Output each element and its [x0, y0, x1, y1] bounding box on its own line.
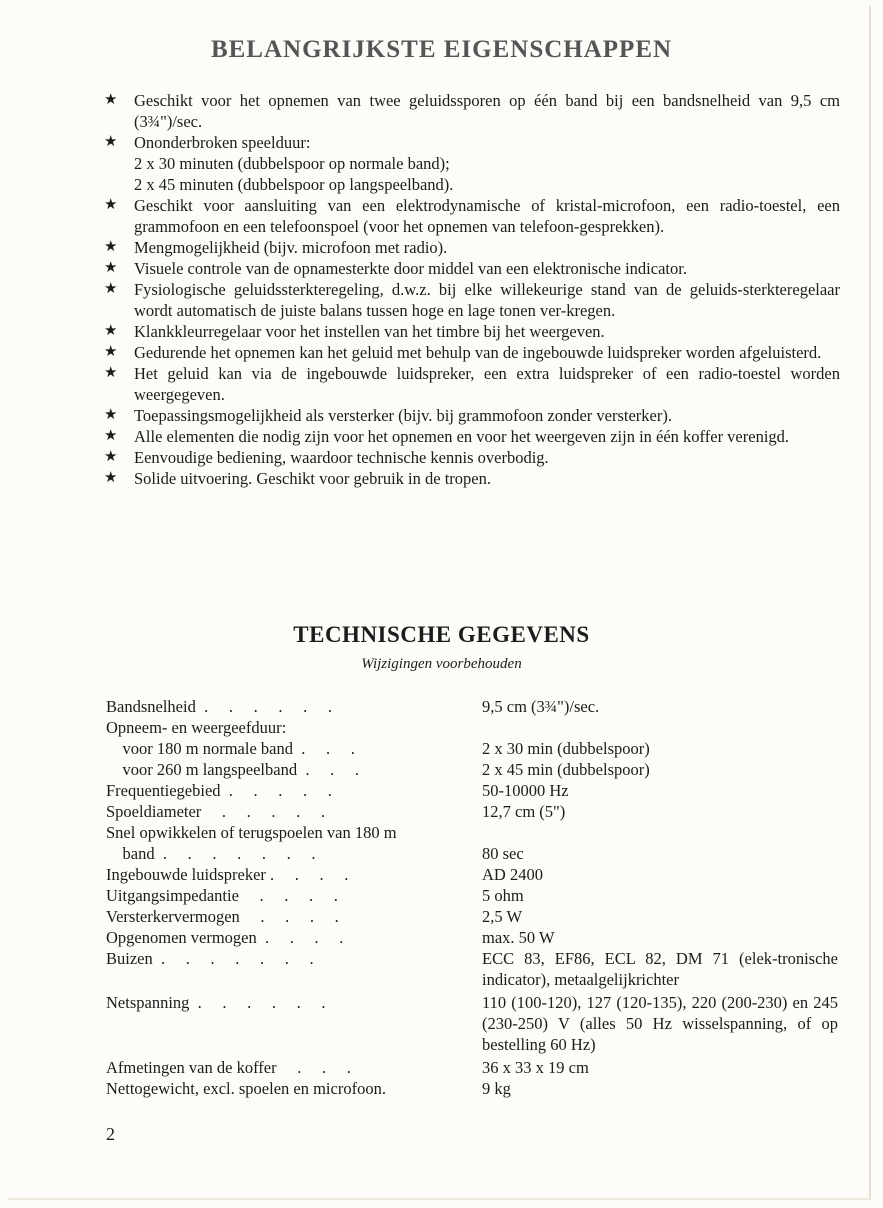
spec-value: 2 x 45 min (dubbelspoor): [482, 760, 650, 779]
feature-item: ★ Solide uitvoering. Geschikt voor gebruik in de tropen.: [104, 469, 491, 488]
star-icon: ★: [104, 260, 118, 276]
spec-row: [106, 927, 846, 948]
feature-item: ★ Visuele controle van de opnamesterkte door middel van een elektronische indicator.: [104, 259, 687, 278]
spec-value: ECC 83, EF86, ECL 82, DM 71 (elek-tronische indicator), metaalgelijkrichter: [482, 949, 838, 989]
spec-row: [106, 801, 846, 822]
feature-item: ★ Geschikt voor het opnemen van twee geluidssporen op één band bij een bandsnelheid van 9,5 cm (3¾")/sec.: [104, 91, 840, 131]
spec-row: [106, 780, 846, 801]
spec-value: [482, 717, 838, 738]
spec-label: Netspanning . . . . . .: [106, 993, 326, 1012]
tech-heading: TECHNISCHE GEGEVENS: [293, 622, 590, 647]
spec-row: [106, 885, 846, 906]
spec-label: Nettogewicht, excl. spoelen en microfoon.: [106, 1079, 386, 1098]
feature-item: ★ Eenvoudige bediening, waardoor technische kennis overbodig.: [104, 448, 549, 467]
spec-label: Versterkervermogen . . . .: [106, 907, 339, 926]
spec-value: 80 sec: [482, 844, 524, 863]
feature-list: [104, 90, 840, 489]
spec-row: [106, 738, 846, 759]
star-icon: ★: [104, 449, 118, 465]
star-icon: ★: [104, 281, 118, 297]
feature-subline: 2 x 45 minuten (dubbelspoor op langspeelband).: [134, 175, 454, 194]
star-icon: ★: [104, 344, 118, 360]
spec-value: 5 ohm: [482, 886, 524, 905]
spec-row: [106, 696, 846, 717]
spec-table: [106, 696, 846, 1099]
feature-item: ★ Het geluid kan via de ingebouwde luidspreker, een extra luidspreker of een radio-toestel worden weergegeven.: [104, 364, 840, 404]
page-heading: BELANGRIJKSTE EIGENSCHAPPEN: [210, 36, 673, 63]
spec-row: [106, 717, 846, 738]
spec-value: 110 (100-120), 127 (120-135), 220 (200-230) en 245 (230-250) V (alles 50 Hz wisselspanning, of op bestelling 60 Hz): [482, 993, 838, 1054]
spec-label: Uitgangsimpedantie . . . .: [106, 886, 338, 905]
feature-item: ★ Geschikt voor aansluiting van een elektrodynamische of kristal-microfoon, een radio-toestel, een grammofoon en een telefoonspoel (voor het opnemen van telefoon-gesprekken).: [104, 196, 840, 236]
spec-value: 9,5 cm (3¾")/sec.: [482, 697, 600, 716]
star-icon: ★: [104, 407, 118, 423]
star-icon: ★: [104, 428, 118, 444]
feature-item: ★ Alle elementen die nodig zijn voor het opnemen en voor het weergeven zijn in één koffer verenigd.: [104, 427, 790, 446]
tech-subheading: Wijzigingen voorbehouden: [361, 656, 522, 672]
spec-row: [106, 759, 846, 780]
page-number: 2: [106, 1124, 115, 1144]
spec-label: Buizen . . . . . . .: [106, 949, 314, 968]
feature-item: ★ Mengmogelijkheid (bijv. microfoon met radio).: [104, 238, 448, 257]
spec-label: voor 260 m langspeelband . . .: [106, 760, 359, 779]
spec-value: 9 kg: [482, 1079, 511, 1098]
spec-value: max. 50 W: [482, 928, 555, 947]
star-icon: ★: [104, 134, 118, 150]
spec-value: 2,5 W: [482, 907, 523, 926]
spec-row: [106, 906, 846, 927]
spec-value: 50-10000 Hz: [482, 781, 569, 800]
feature-item: ★ Klankkleurregelaar voor het instellen van het timbre bij het weergeven.: [104, 322, 605, 341]
spec-row: [106, 948, 846, 990]
spec-row: [106, 864, 846, 885]
spec-label: Afmetingen van de koffer . . .: [106, 1058, 351, 1077]
spec-row: [106, 992, 846, 1055]
spec-label: band . . . . . . .: [106, 844, 316, 863]
spec-row: [106, 1078, 846, 1099]
spec-label: voor 180 m normale band . . .: [106, 739, 355, 758]
spec-row: [106, 843, 846, 864]
feature-item: ★ Toepassingsmogelijkheid als versterker (bijv. bij grammofoon zonder versterker).: [104, 406, 672, 425]
spec-label: Opgenomen vermogen . . . .: [106, 928, 344, 947]
star-icon: ★: [104, 470, 118, 486]
spec-label: Snel opwikkelen of terugspoelen van 180 m: [106, 823, 397, 842]
spec-label: Bandsnelheid . . . . . .: [106, 697, 332, 716]
feature-item: ★ Ononderbroken speelduur: 2 x 30 minuten (dubbelspoor op normale band); 2 x 45 minuten (dubbelspoor op langspeelband).: [104, 133, 454, 194]
spec-label: Frequentiegebied . . . . .: [106, 781, 332, 800]
star-icon: ★: [104, 197, 118, 213]
spec-label: Opneem- en weergeefduur:: [106, 718, 287, 737]
spec-row: [106, 1057, 846, 1078]
spec-label: Spoeldiameter . . . . .: [106, 802, 326, 821]
spec-value: AD 2400: [482, 865, 543, 884]
feature-item: ★ Gedurende het opnemen kan het geluid met behulp van de ingebouwde luidspreker worden afgeluisterd.: [104, 343, 822, 362]
spec-label: Ingebouwde luidspreker . . . .: [106, 865, 349, 884]
star-icon: ★: [104, 92, 118, 108]
star-icon: ★: [104, 365, 118, 381]
spec-value: 36 x 33 x 19 cm: [482, 1058, 589, 1077]
spec-value: 12,7 cm (5"): [482, 802, 566, 821]
spec-row: [106, 822, 846, 843]
star-icon: ★: [104, 323, 118, 339]
feature-subline: 2 x 30 minuten (dubbelspoor op normale band);: [134, 154, 450, 173]
spec-value: [482, 822, 838, 843]
feature-item: ★ Fysiologische geluidssterkteregeling, d.w.z. bij elke willekeurige stand van de geluids-sterkteregelaar wordt automatisch de juiste balans tussen hoge en lage tonen ver-kregen.: [104, 280, 840, 320]
star-icon: ★: [104, 239, 118, 255]
spec-value: 2 x 30 min (dubbelspoor): [482, 739, 650, 758]
